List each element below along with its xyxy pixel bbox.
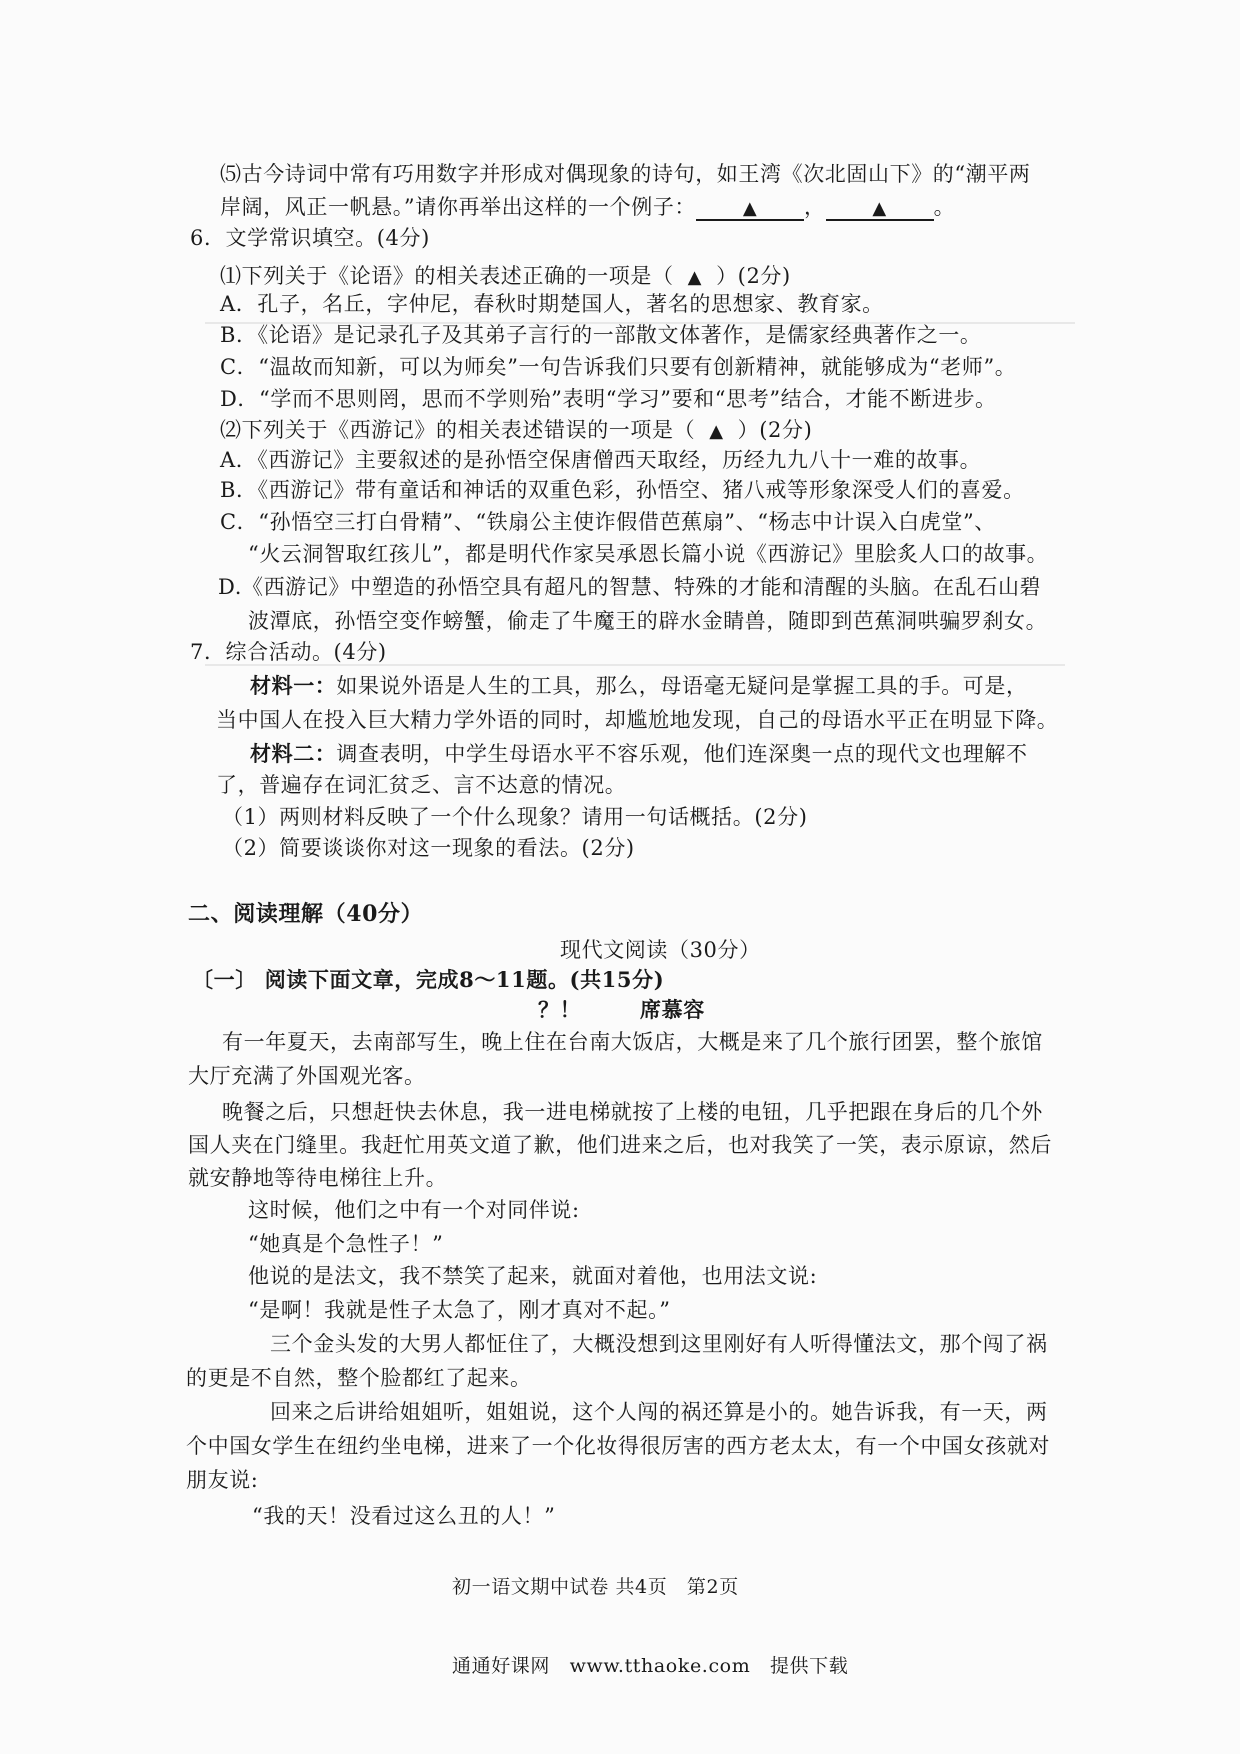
q6-sub1-points: ）(2分) xyxy=(716,264,791,288)
q6-sub2-points: ）(2分) xyxy=(737,418,813,442)
q7-material2-text: 调查表明，中学生母语水平不容乐观，他们连深奥一点的现代文也理解不 xyxy=(336,742,1028,766)
article-paragraph: 国人夹在门缝里。我赶忙用英文道了歉，他们进来之后，也对我笑了一笑，表示原谅，然后 xyxy=(188,1133,1052,1157)
article-paragraph: 回来之后讲给姐姐听，姐姐说，这个人闯的祸还算是小的。她告诉我，有一天，两 xyxy=(270,1400,1048,1424)
article-author: 席慕容 xyxy=(640,997,705,1022)
q5-end: 。 xyxy=(933,195,956,219)
q6-sub1-option-a: A．孔子，名丘，字仲尼，春秋时期楚国人，著名的思想家、教育家。 xyxy=(220,292,884,316)
q6-sub1-option-b: B．《论语》是记录孔子及其弟子言行的一部散文体著作，是儒家经典著作之一。 xyxy=(220,323,982,347)
article-paragraph: “她真是个急性子！” xyxy=(248,1232,444,1256)
article-paragraph: 这时候，他们之中有一个对同伴说: xyxy=(248,1198,580,1222)
q6-sub2-option-c-line1: C．“孙悟空三打白骨精”、“铁扇公主使诈假借芭蕉扇”、“杨志中计误入白虎堂”、 xyxy=(220,510,996,534)
section-title: 二、阅读理解（40分） xyxy=(188,901,424,927)
q6-sub2-option-a: A．《西游记》主要叙述的是孙悟空保唐僧西天取经，历经九九八十一难的故事。 xyxy=(220,448,982,472)
q5-comma: ， xyxy=(804,195,826,219)
download-link[interactable]: 通通好课网 www.tthaoke.com 提供下载 xyxy=(452,1655,849,1677)
article-paragraph: 朋友说: xyxy=(186,1468,259,1492)
q7-title: 7．综合活动。(4分) xyxy=(190,640,387,664)
q6-sub1-stem-text: ⑴下列关于《论语》的相关表述正确的一项是（ xyxy=(220,264,674,288)
q5-line1: ⑸古今诗词中常有巧用数字并形成对偶现象的诗句，如王湾《次北固山下》的“潮平两 xyxy=(220,162,1031,186)
article-title: ？！ xyxy=(538,997,582,1022)
answer-blank-1[interactable] xyxy=(696,195,804,221)
q5-line2 xyxy=(220,193,955,221)
answer-mark-icon[interactable]: ▲ xyxy=(687,267,703,288)
article-paragraph: 有一年夏天，去南部写生，晚上住在台南大饭店，大概是来了几个旅行团罢，整个旅馆 xyxy=(222,1030,1043,1054)
q7-material1-label: 材料一： xyxy=(250,673,337,698)
q6-sub2-option-d-line1: D.《西游记》中塑造的孙悟空具有超凡的智慧、特殊的才能和清醒的头脑。在乱石山碧 xyxy=(218,575,1042,599)
q7-material2-line1 xyxy=(250,740,1028,768)
q6-sub2-stem xyxy=(220,416,812,446)
answer-mark-icon: ▲ xyxy=(742,198,758,219)
part-heading: 〔一〕 阅读下面文章，完成8～11题。(共15分) xyxy=(192,967,665,992)
page-footer: 初一语文期中试卷 共4页 第2页 xyxy=(452,1576,739,1598)
answer-blank-2[interactable] xyxy=(826,195,934,221)
article-paragraph: 三个金头发的大男人都怔住了，大概没想到这里刚好有人听得懂法文，那个闯了祸 xyxy=(270,1332,1048,1356)
q7-material2-label: 材料二： xyxy=(250,741,337,766)
q7-sub2: （2）简要谈谈你对这一现象的看法。(2分) xyxy=(222,836,635,860)
answer-mark-icon[interactable]: ▲ xyxy=(709,421,724,442)
q6-sub1-option-d: D．“学而不思则罔，思而不学则殆”表明“学习”要和“思考”结合，才能不断进步。 xyxy=(220,387,997,411)
q6-sub1-option-c: C．“温故而知新，可以为师矣”一句告诉我们只要有创新精神，就能够成为“老师”。 xyxy=(220,355,1017,379)
article-paragraph: 他说的是法文，我不禁笑了起来，就面对着他，也用法文说: xyxy=(248,1264,818,1288)
article-paragraph: 就安静地等待电梯往上升。 xyxy=(188,1166,448,1190)
article-paragraph: 的更是不自然，整个脸都红了起来。 xyxy=(186,1366,532,1390)
q6-sub1-stem xyxy=(220,262,791,292)
q6-title: 6．文学常识填空。(4分) xyxy=(190,226,430,250)
q6-sub2-stem-text: ⑵下列关于《西游记》的相关表述错误的一项是（ xyxy=(220,418,696,442)
article-paragraph: “是啊！我就是性子太急了，刚才真对不起。” xyxy=(248,1298,671,1322)
q7-sub1: （1）两则材料反映了一个什么现象？请用一句话概括。(2分) xyxy=(222,805,808,829)
q7-material1-text: 如果说外语是人生的工具，那么，母语毫无疑问是掌握工具的手。可是， xyxy=(336,674,1028,698)
q7-material1-line1 xyxy=(250,672,1028,700)
article-paragraph: “我的天！没看过这么丑的人！” xyxy=(252,1504,556,1528)
q7-material1-line2: 当中国人在投入巨大精力学外语的同时，却尴尬地发现，自己的母语水平正在明显下降。 xyxy=(216,708,1059,732)
article-paragraph: 大厅充满了外国观光客。 xyxy=(188,1064,426,1088)
answer-mark-icon: ▲ xyxy=(872,198,887,219)
article-paragraph: 晚餐之后，只想赶快去休息，我一进电梯就按了上楼的电钮，几乎把跟在身后的几个外 xyxy=(222,1100,1043,1124)
section-subtitle: 现代文阅读（30分） xyxy=(560,938,761,962)
q5-line2-text: 岸阔，风正一帆悬。”请你再举出这样的一个例子： xyxy=(220,195,697,219)
q7-material2-line2: 了，普遍存在词汇贫乏、言不达意的情况。 xyxy=(216,773,627,797)
q6-sub2-option-d-line2: 波潭底，孙悟空变作螃蟹，偷走了牛魔王的辟水金睛兽，随即到芭蕉洞哄骗罗刹女。 xyxy=(248,609,1048,633)
article-paragraph: 个中国女学生在纽约坐电梯，进来了一个化妆得很厉害的西方老太太，有一个中国女孩就对 xyxy=(186,1434,1050,1458)
q6-sub2-option-b: B．《西游记》带有童话和神话的双重色彩，孙悟空、猪八戒等形象深受人们的喜爱。 xyxy=(220,478,1025,502)
q6-sub2-option-c-line2: “火云洞智取红孩儿”，都是明代作家吴承恩长篇小说《西游记》里脍炙人口的故事。 xyxy=(248,542,1049,566)
